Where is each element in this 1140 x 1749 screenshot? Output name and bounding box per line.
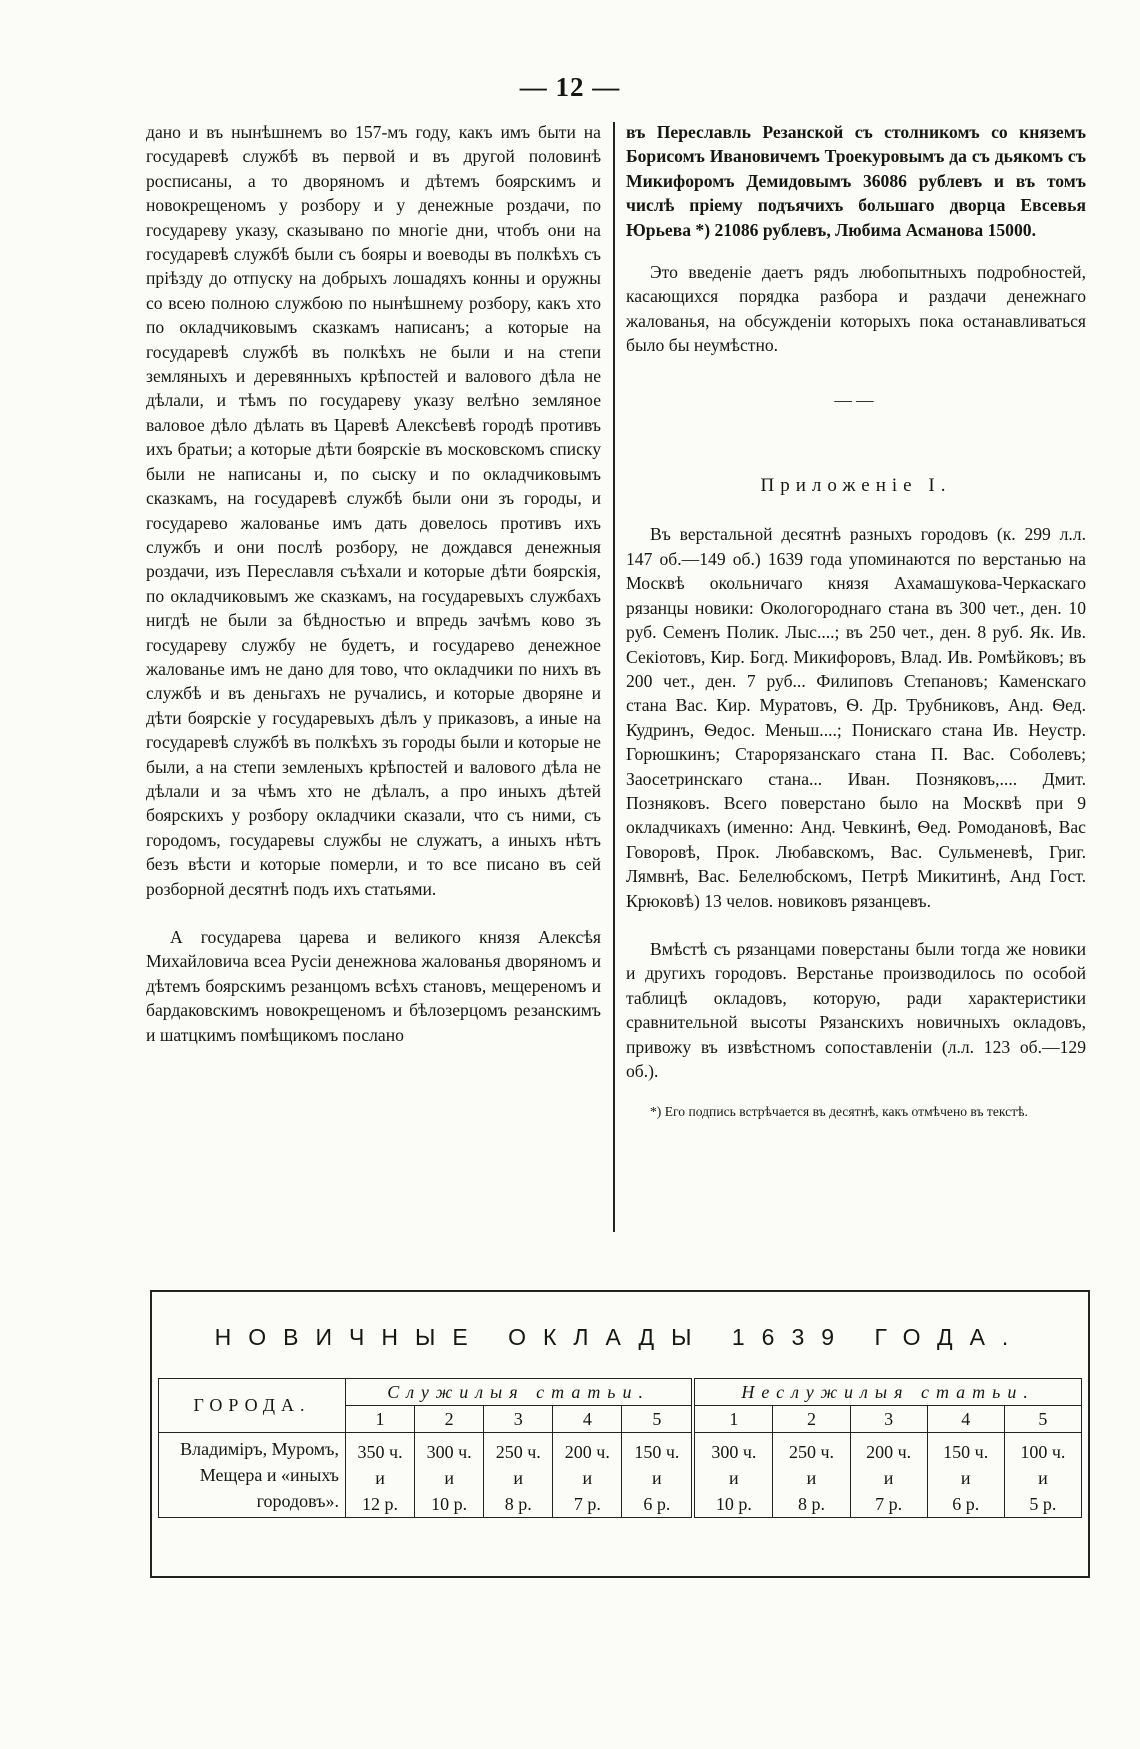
conjunction: и — [582, 1468, 593, 1488]
salary-cell — [773, 1433, 850, 1518]
editor-note: Это введеніе даетъ рядъ любопытныхъ подробностей, касающихся порядка разбора и раздачи денежнаго жалованья, на обсужденіи которыхъ пока останавливаться было бы неумѣстно. — [626, 262, 1086, 356]
rank-number: 4 — [553, 1406, 622, 1433]
money-value: 12 р. — [362, 1494, 399, 1514]
rank-number: 5 — [622, 1406, 693, 1433]
money-value: 8 р. — [504, 1494, 532, 1514]
money-value: 7 р. — [875, 1494, 903, 1514]
land-value: 200 ч. — [866, 1442, 912, 1462]
rank-number: 2 — [773, 1406, 850, 1433]
conjunction: и — [652, 1468, 662, 1488]
right-column — [626, 120, 1086, 1120]
land-value: 300 ч. — [711, 1442, 757, 1462]
money-value: 7 р. — [573, 1494, 601, 1514]
conjunction: и — [883, 1468, 894, 1488]
rank-number: 4 — [927, 1406, 1004, 1433]
money-value: 10 р. — [715, 1494, 752, 1514]
conjunction: и — [729, 1468, 739, 1488]
page-number: — 12 — — [519, 72, 621, 102]
conjunction: и — [375, 1468, 385, 1488]
salary-cell — [346, 1433, 415, 1518]
city-cell: Владиміръ, Муромъ, Мещера и «иныхъ городовъ». — [159, 1433, 346, 1518]
table-title: НОВИЧНЫЕ ОКЛАДЫ 1639 ГОДА. — [214, 1324, 1026, 1350]
money-value: 6 р. — [643, 1494, 671, 1514]
appendix-paragraph: Вмѣстѣ съ рязанцами поверстаны были тогда же новики и другихъ городовъ. Верстанье производилось по особой таблицѣ окладовъ, которую, ради характеристики сравнительной высоты Рязанскихъ новичныхъ окладовъ, привожу въ извѣстномъ сопоставленіи (л.л. 123 об.—129 об.). — [626, 938, 1086, 1081]
rank-number: 1 — [346, 1406, 415, 1433]
salary-cell — [415, 1433, 484, 1518]
salary-cell — [927, 1433, 1004, 1518]
table-row — [159, 1433, 1082, 1518]
rank-number: 3 — [850, 1406, 927, 1433]
land-value: 150 ч. — [943, 1442, 989, 1462]
section-divider: —— — [834, 389, 878, 410]
salary-table — [158, 1378, 1082, 1518]
money-value: 10 р. — [431, 1494, 468, 1514]
conjunction: и — [1038, 1468, 1048, 1488]
salary-cell — [553, 1433, 622, 1518]
rank-number: 2 — [415, 1406, 484, 1433]
land-value: 350 ч. — [357, 1442, 403, 1462]
money-value: 8 р. — [797, 1494, 825, 1514]
salary-cell — [693, 1433, 773, 1518]
money-value: 6 р. — [952, 1494, 980, 1514]
left-paragraph: дано и въ нынѣшнемъ во 157-мъ году, какъ имъ быти на государевѣ службѣ въ первой и въ другой половинѣ росписаны, а то дворяномъ и дѣтемъ боярскимъ и новокрещеномъ у розбору и у денежные роздачи, по государеву указу, сказывано по многіе дни, чтобъ они на государевѣ службѣ были съ бояры и воеводы въ полкѣхъ съ пріѣзду до отпуску на добрыхъ лошадяхъ конны и оружны со всею полною службою по нынѣшнему розбору, какъ хто по окладчиковымъ сказкамъ написанъ; а которые на государевѣ службѣ въ полкѣхъ не были и на степи земляныхъ и деревянныхъ крѣпостей и валового дѣла не дѣлали, и тѣмъ по государеву указу велѣно земляное валовое дѣло дѣлать въ Царевѣ Алексѣевѣ городѣ противъ ихъ братьи; а которые дѣти боярскіе въ московскомъ списку были не написаны и, по сыску и по окладчиковымъ сказкамъ, на государевѣ службѣ были они зъ городы, и государево жалованье имъ дать довелось противъ ихъ службъ и они послѣ розбору, не дождався денежныя роздачи, изъ Переславля съѣхали и которые дѣти боярскія, по окладчиковымъ же сказкамъ, на государевыхъ службахъ нигдѣ не были за бѣдностью и впредь зачѣмъ ково зъ государеву службу не будетъ, и государево денежное жалованье имъ не дано для тово, что окладчики по нихъ въ службѣ и въ деньгахъ не ручались, и которые дворяне и дѣти боярскіе у государевыхъ дѣлъ у приказовъ, а иные на государевѣ службѣ въ полкѣхъ зъ городы были и которые не были, а на степи земленыхъ крѣпостей и валового дѣла не дѣлали и за чѣмъ хто не дѣлалъ, а про иныхъ дѣтей боярскихъ у розбору окладчики сказали, что съ ними, съ городомъ, государевы службы не служатъ, а иныхъ нѣтъ безъ вѣсти и которые померли, и то все писано въ сей розборной десятнѣ подъ ихъ статьями. — [146, 122, 601, 899]
rank-number: 3 — [484, 1406, 553, 1433]
salary-cell — [1004, 1433, 1081, 1518]
land-value: 300 ч. — [426, 1442, 472, 1462]
salary-cell — [622, 1433, 693, 1518]
land-value: 150 ч. — [634, 1442, 680, 1462]
rank-number: 5 — [1004, 1406, 1081, 1433]
land-value: 200 ч. — [564, 1442, 610, 1462]
appendix-paragraph: Въ верстальной десятнѣ разныхъ городовъ (к. 299 л.л. 147 об.—149 об.) 1639 года упоминаются по верстанью на Москвѣ окольничаго князя Ахамашукова-Черкаскаго рязанцы новики: Окологороднаго стана въ 300 чет., ден. 10 руб. Семенъ Полик. Лыс....; въ 250 чет., ден. 8 руб. Як. Ив. Секіотовъ, Кир. Богд. Микифоровъ, Влад. Ив. Ромѣйковъ; въ 200 чет., ден. 7 руб... Филиповъ Степановъ; Каменскаго стана Вас. Кир. Муратовъ, Ѳ. Др. Трубниковъ, Анд. Ѳед. Кудринъ, Ѳедос. Меньш....; Понискаго стана Ив. Неустр. Горюшкинъ; Старорязанскаго стана П. Вас. Соболевъ; Заосетринскаго стана... Иван. Позняковъ,.... Дмит. Позняковъ. Всего поверстано было на Москвѣ при 9 окладчикахъ (именно: Анд. Чевкинѣ, Ѳед. Ромодановѣ, Вас Говоровѣ, Прок. Любавскомъ, Вас. Сульменевѣ, Григ. Лямвнѣ, Вас. Белелюбскомъ, Петрѣ Микитинѣ, Анд Гост. Крюковѣ) 13 челов. новиковъ рязанцевъ. — [626, 524, 1086, 911]
left-column — [146, 120, 601, 1047]
right-intro-paragraph: въ Переславль Резанской съ столникомъ со княземъ Борисомъ Ивановичемъ Троекуровымъ да съ дьякомъ съ Микифоромъ Демидовымъ 36086 рублевъ и въ томъ числѣ пріему подъячихъ большаго дворца Евсевья Юрьева *) 21086 рублевъ, Любима Асманова 15000. — [626, 122, 1086, 240]
land-value: 250 ч. — [788, 1442, 835, 1462]
land-value: 100 ч. — [1020, 1442, 1066, 1462]
serving-group-header: Служилыя статьи. — [346, 1379, 694, 1406]
conjunction: и — [806, 1468, 817, 1488]
left-paragraph: А государева царева и великого князя Алексѣя Михайловича всеа Русіи денежнова жалованья дворяномъ и дѣтемъ боярскимъ резанцомъ всѣхъ становъ, мещереномъ и бардаковскимъ новокрещеномъ и бѣлозерцомъ резанскимъ и шатцкимъ помѣщикомъ послано — [146, 927, 601, 1045]
salary-cell — [484, 1433, 553, 1518]
conjunction: и — [960, 1468, 971, 1488]
conjunction: и — [444, 1468, 454, 1488]
conjunction: и — [513, 1468, 524, 1488]
footnote: *) Его подпись встрѣчается въ десятнѣ, какъ отмѣчено въ текстѣ. — [650, 1104, 1028, 1120]
rank-number: 1 — [693, 1406, 773, 1433]
city-column-header: ГОРОДА. — [159, 1379, 346, 1433]
salary-cell — [850, 1433, 927, 1518]
land-value: 250 ч. — [495, 1442, 541, 1462]
salary-table-box — [150, 1290, 1090, 1578]
nonserving-group-header: Неслужилыя статьи. — [693, 1379, 1081, 1406]
column-divider — [613, 122, 615, 1232]
money-value: 5 р. — [1029, 1494, 1057, 1514]
appendix-heading: Приложеніе I. — [760, 475, 952, 497]
